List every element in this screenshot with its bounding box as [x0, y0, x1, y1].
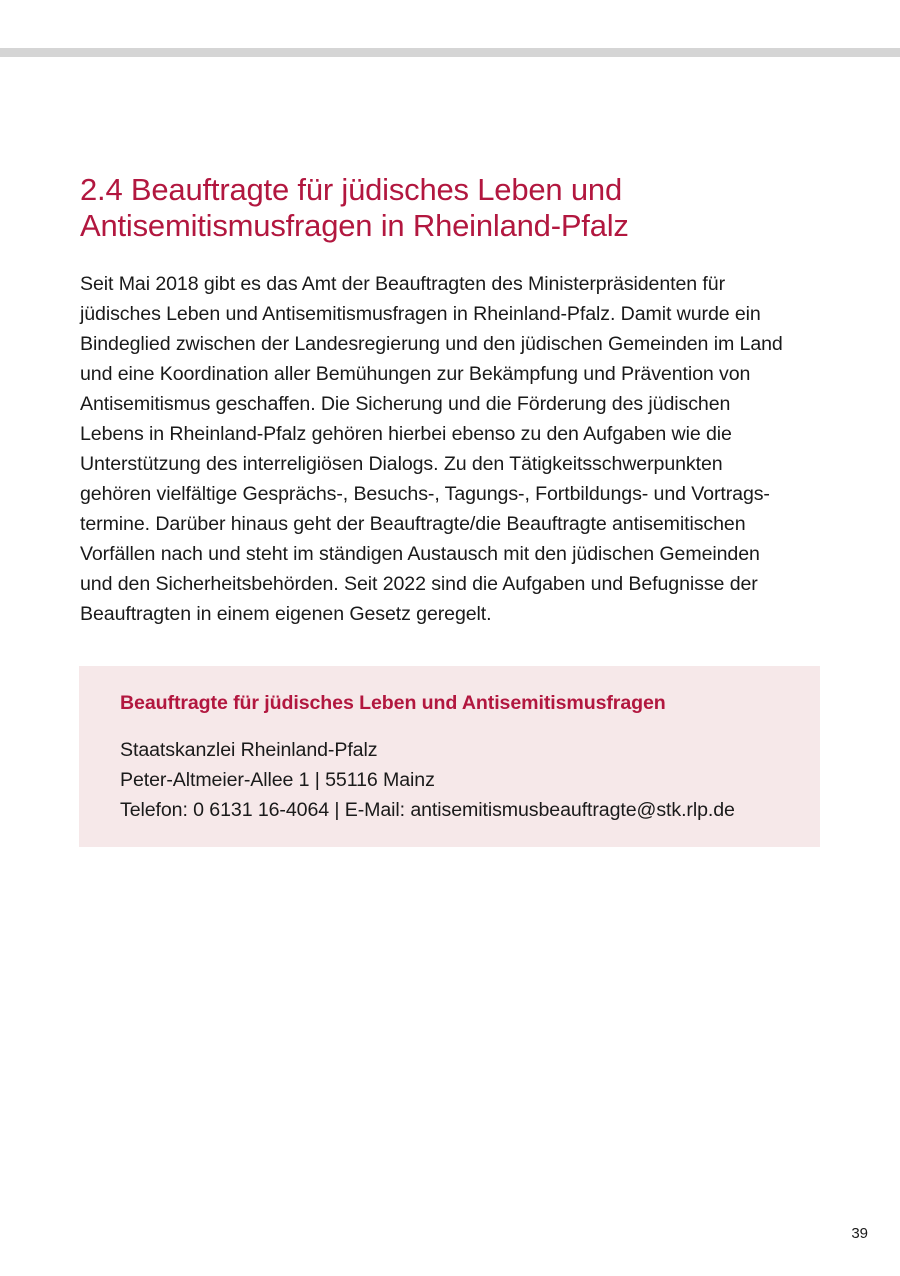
body-line: jüdisches Leben und Antisemitismusfragen in Rheinland-Pfalz. Damit wurde ein: [80, 303, 761, 325]
body-line: und den Sicherheitsbehörden. Seit 2022 sind die Aufgaben und Befugnisse der: [80, 573, 758, 595]
contact-box: [79, 666, 820, 847]
contact-organization: Staatskanzlei Rheinland-Pfalz: [120, 739, 378, 761]
body-paragraph: [80, 269, 820, 629]
body-line: Seit Mai 2018 gibt es das Amt der Beauftragten des Ministerpräsidenten für: [80, 273, 726, 295]
contact-phone-email: Telefon: 0 6131 16-4064 | E-Mail: antisemitismusbeauftragte@stk.rlp.de: [120, 799, 735, 821]
section-title-line-2: Antisemitismusfragen in Rheinland-Pfalz: [80, 208, 629, 243]
page-number: 39: [851, 1225, 868, 1242]
section-title: [80, 172, 820, 244]
body-line: Unterstützung des interreligiösen Dialogs. Zu den Tätigkeitsschwerpunkten: [80, 453, 723, 475]
contact-address: Peter-Altmeier-Allee 1 | 55116 Mainz: [120, 769, 435, 791]
top-divider: [0, 48, 900, 57]
body-line: Bindeglied zwischen der Landesregierung und den jüdischen Gemeinden im Land: [80, 333, 783, 355]
contact-details: [120, 735, 735, 825]
body-line: Vorfällen nach und steht im ständigen Austausch mit den jüdischen Gemeinden: [80, 543, 760, 565]
body-line: Antisemitismus geschaffen. Die Sicherung und die Förderung des jüdischen: [80, 393, 731, 415]
contact-heading: Beauftragte für jüdisches Leben und Antisemitismusfragen: [120, 692, 666, 714]
section-title-line-1: 2.4 Beauftragte für jüdisches Leben und: [80, 172, 622, 207]
body-line: und eine Koordination aller Bemühungen zur Bekämpfung und Prävention von: [80, 363, 751, 385]
body-line: Beauftragten in einem eigenen Gesetz geregelt.: [80, 603, 492, 625]
body-line: termine. Darüber hinaus geht der Beauftragte/die Beauftragte antisemitischen: [80, 513, 746, 535]
body-line: gehören vielfältige Gesprächs-, Besuchs-, Tagungs-, Fortbildungs- und Vortrags-: [80, 483, 770, 505]
body-line: Lebens in Rheinland-Pfalz gehören hierbei ebenso zu den Aufgaben wie die: [80, 423, 732, 445]
